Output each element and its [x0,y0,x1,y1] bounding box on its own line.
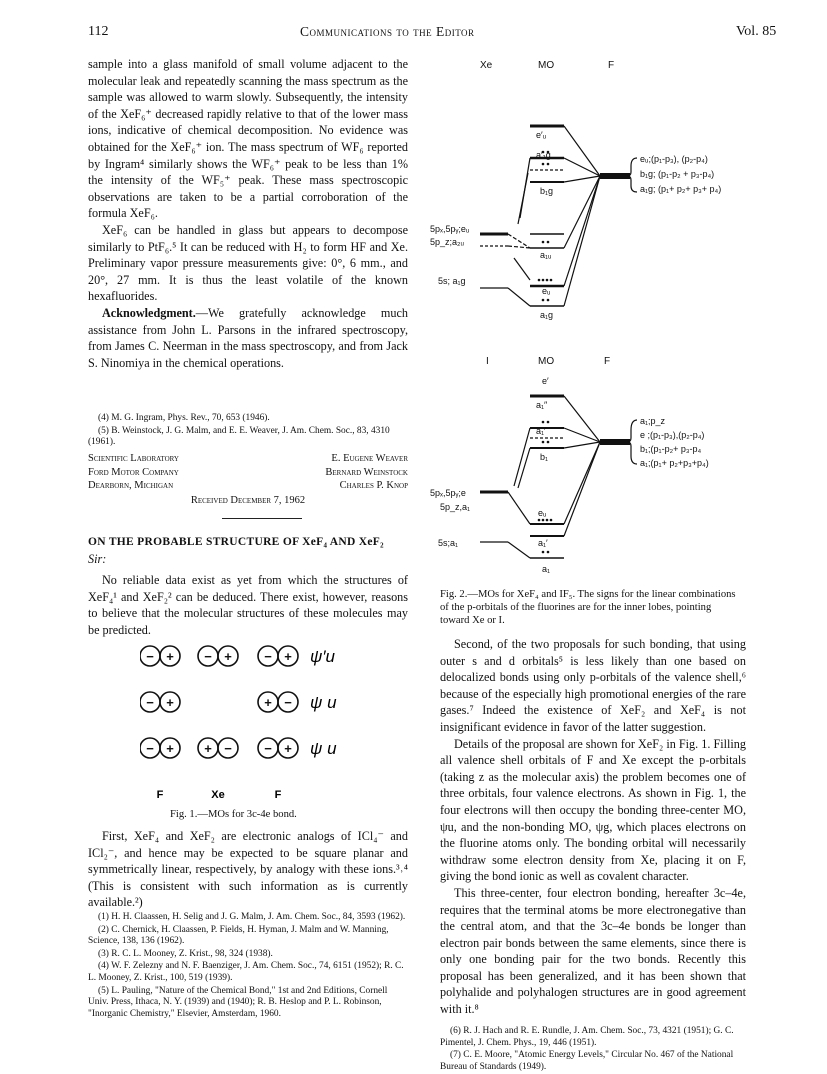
f-combination-label: a₁;p_z [640,416,666,426]
col-header-i: I [486,356,489,367]
svg-text:+: + [224,649,232,664]
footnotes-c [440,1026,746,1074]
received-date: Received December 7, 1962 [190,494,306,506]
paragraph: sample into a glass manifold of small volume adjacent to the molecular leak and repeatedly scanning the mass spectrum as the sample was allowed to warm slowly. Subsequently, the intensity of the XeF₆⁺ decreased rapidly relative to that of the lower mass ions, indicative of chemical decomposition. No evidence was obtained for the XeF₆⁺ ion. The mass spectrum of WF₆ reported by Ingram⁴ similarly shows the WF₆⁺ peak to be less than 1% the intensity of the WF₅⁺ peak. These mass spectroscopic observations are taken to be a partial corroboration of the formula XeF₆. [88,57,408,221]
col-header-mo: MO [538,356,555,367]
paragraph: First, XeF₄ and XeF₂ are electronic analogs of ICl₄⁻ and ICl₂⁻, and hence may be expected to be square planar and symmetrically linear, respectively, by analogy with these ions.³˒⁴ (This is consistent with such information as is currently available.²) [88,829,408,910]
figure-2-caption [440,588,740,627]
figure-2-xef4 [430,48,750,338]
running-title: Communications to the Editor [300,24,475,39]
f-combination-label: eᵤ;(p₁-p₃), (p₂-p₄) [640,154,708,164]
figure-1 [140,636,380,806]
footnote: (5) B. Weinstock, J. G. Malm, and E. E. Weaver, J. Am. Chem. Soc., 83, 4310 (1961). [88,425,390,448]
article-title: ON THE PROBABLE STRUCTURE OF XeF₄ AND XeF₂ [88,536,384,548]
divider [222,518,302,519]
left-column-bottom [88,828,408,911]
f-combination-label: a₁;(p₁+ p₂+p₃+p₄) [640,458,709,468]
atom-label-xe: Xe [211,789,225,801]
left-column-top [88,56,408,371]
xe-orbital-label: 5pₓ,5pᵧ;eᵤ [430,224,470,234]
paragraph: Second, of the two proposals for such bonding, that using outer s and d orbitals⁵ is less likely than one based on delocalized bonds using only p-orbitals of the valence shell,⁶ because of the especially high promotional energies of the rare gases.⁷ Indeed the existence of XeF₂ and XeF₄ is not insignificant evidence in favor of the latter suggestion. [440,637,746,734]
psi-u-label-2: ψ u [310,739,337,758]
atom-label-f: F [274,789,282,801]
svg-text:−: − [224,741,232,756]
footnote: (1) H. H. Claassen, H. Selig and J. G. Malm, J. Am. Chem. Soc., 84, 3593 (1962). [98,912,406,922]
svg-text:−: − [264,649,272,664]
footnote: (3) R. C. L. Mooney, Z. Krist., 98, 324 (1938). [98,948,273,959]
intro-paragraph [88,572,408,638]
col-header-f: F [604,356,611,367]
svg-text:+: + [264,695,272,710]
svg-text:+: + [204,741,212,756]
affil-line: Scientific Laboratory [88,453,179,464]
author-name: E. Eugene Weaver [331,453,408,464]
mo-label: eᵤ [538,508,547,518]
footnotes-a [88,413,408,450]
svg-text:−: − [146,649,154,664]
footnote: (5) L. Pauling, "Nature of the Chemical Bond," 1st and 2nd Editions, Cornell Univ. Press, Ithaca, N. Y. (1939) and (1940); R. B. Heslop and P. L. Robinson, "Inorganic Chemistry," Elsevier, Amsterdam, 1960. [88,985,388,1019]
footnote: (4) M. G. Ingram, Phys. Rev., 70, 653 (1946). [98,413,270,423]
footnote: (2) C. Chernick, H. Claassen, P. Fields, H. Hyman, J. Malm and W. Manning, Science, 138, 136 (1962). [88,924,389,947]
affil-line: Ford Motor Company [88,466,179,478]
mo-label: a₁ [542,564,551,574]
ack-text: —We gratefully acknowledge much assistance from John L. Parsons in the infrared spectroscopy, from James C. Neerman in the mass spectroscopy, and from Jack S. Ninomiya in the chemical operations. [88,305,408,370]
xe-orbital-label: 5s; a₁g [438,276,466,286]
mo-label: b₁g [540,186,554,196]
i-orbital-label: 5p_z,a₁ [440,502,471,512]
affil-line: Dearborn, Michigan [88,480,174,491]
f-combination-label: e ;(p₁-p₃),(p₂-p₄) [640,430,705,440]
author-name: Charles P. Knop [339,480,408,491]
f-combination-label: b₁g; (p₁-p₂ + p₃-p₄) [640,169,715,179]
paragraph: XeF₆ can be handled in glass but appears to decompose similarly to PtF₆.⁵ It can be reduced with H₂ to form HF and Xe. Preliminary vapor pressure measurements give: 0°, 6 mm., and 20°, 27 mm. It is thus the least volatile of the known hexafluorides. [88,222,408,304]
page-number: 112 [88,24,109,39]
paragraph: Details of the proposal are shown for XeF₂ in Fig. 1. Filling all valence shell orbitals of F and Xe except the p-orbitals (taking z as the molecular axis) the problem becomes one of three orbitals, four valence electrons. As shown in Fig. 1, the four electrons will then occupy the bonding three-center MO, ψu, and the non-bonding MO, ψg, which places electrons on the fluorine atoms only. The bonding orbital will necessarily withdraw some electron density from Xe, placing it on F, giving the bond ionic as well as covalent character. [440,736,746,884]
ack-heading: Acknowledgment. [102,305,196,320]
footnote: (7) C. E. Moore, "Atomic Energy Levels," Circular No. 467 of the National Bureau of Standards (1949). [440,1050,734,1072]
mo-label: e′ [542,376,549,386]
mo-label: a₁″ [536,400,548,410]
caption-text: Fig. 2.—MOs for XeF₄ and IF₅. The signs for the linear combinations of the p-orbitals of the fluorines are for the inner lobes, pointing toward Xe or I. [440,589,736,626]
svg-text:+: + [284,741,292,756]
footnote: (6) R. J. Hach and R. E. Rundle, J. Am. Chem. Soc., 73, 4321 (1951); G. C. Pimentel, J. Chem. Phys., 19, 446 (1951). [440,1026,734,1048]
salutation: Sir: [88,552,107,566]
xe-orbital-label: 5p_z;a₂ᵤ [430,237,464,247]
acknowledgment [88,305,408,371]
svg-text:−: − [146,695,154,710]
svg-text:+: + [166,695,174,710]
col-header-f: F [608,60,615,71]
f-combination-label: a₁g; (p₁+ p₂+ p₃+ p₄) [640,184,722,194]
atom-label-f: F [156,789,164,801]
mo-label: e′ᵤ [536,130,547,140]
paragraph: No reliable data exist as yet from which the structures of XeF₄¹ and XeF₂² can be deduced. There exist, however, reasons to believe that the molecular structures of these molecules may be predicted. [88,573,408,637]
mo-label: b₁ [540,452,549,462]
svg-text:−: − [264,741,272,756]
mo-label: eᵤ [542,286,551,296]
psi-u-label: ψ u [310,693,337,712]
mo-label: a′₁g [536,150,551,160]
svg-text:−: − [284,695,292,710]
f-combination-label: b₁;(p₁-p₂+ p₃-p₄ [640,444,702,454]
volume-label: Vol. 85 [736,24,777,39]
i-orbital-label: 5s;a₁ [438,538,459,548]
footnotes-b [88,912,408,1021]
svg-text:−: − [204,649,212,664]
col-header-mo: MO [538,60,555,71]
col-header-xe: Xe [480,60,493,71]
mo-label: a₁′ [536,426,546,436]
figure-2-if5 [430,346,750,582]
svg-text:+: + [166,649,174,664]
psi-prime-u-label: ψ′u [310,647,336,666]
svg-text:+: + [284,649,292,664]
paragraph: This three-center, four electron bonding, hereafter 3c–4e, requires that the terminal atoms be more electronegative than the central atom, and that the 3c–4e bonds be longer than electron pair bonds between the same elements, since there is only one bonding pair for the two bonds. Recently this proposal has been generalized, and it has been shown that polyhalide and polyhalogen structures are in good agreement with it.⁸ [440,885,746,1017]
footnote: (4) W. F. Zelezny and N. F. Baenziger, J. Am. Chem. Soc., 74, 6151 (1952); R. C. L. Mooney, Z. Krist., 100, 519 (1939). [88,961,404,983]
i-orbital-label: 5pₓ,5pᵧ;e [430,488,466,498]
affiliation-block [88,452,408,507]
author-name: Bernard Weinstock [325,466,408,478]
mo-label: a₁′ [538,538,548,548]
svg-text:−: − [146,741,154,756]
figure-1-caption: Fig. 1.—MOs for 3c-4e bond. [170,809,297,820]
mo-label: a₁ᵤ [540,250,552,260]
right-column [440,636,746,1018]
mo-label: a₁g [540,310,554,320]
svg-text:+: + [166,741,174,756]
